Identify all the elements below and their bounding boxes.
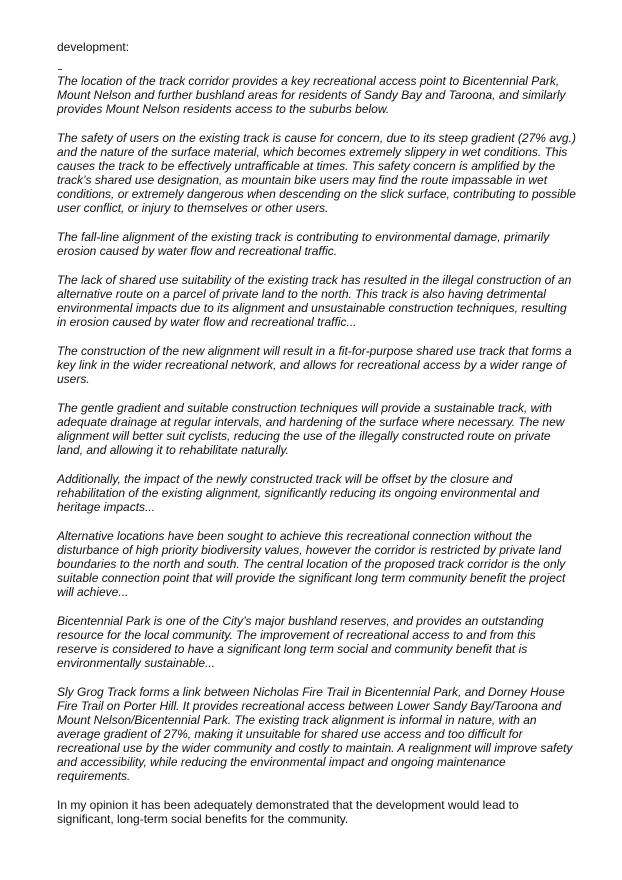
quote-paragraph: The construction of the new alignment will result in a fit-for-purpose shared use track that forms a key link in the wider recreational network, and allows for recreational access by a wider range of users.: [57, 344, 572, 386]
quoted-excerpt: [57, 74, 577, 783]
document-page: [57, 40, 577, 826]
quote-paragraph: The lack of shared use suitability of the existing track has resulted in the illegal construction of an alternative route on a parcel of private land to the north. This track is also having detrimental environmental impacts due to its alignment and unsustainable construction techniques, resulting in erosion caused by water flow and recreational traffic...: [57, 273, 572, 329]
quote-paragraph: Additionally, the impact of the newly constructed track will be offset by the closure and rehabilitation of the existing alignment, significantly reducing its ongoing environmental and heritage impacts...: [57, 472, 540, 514]
quote-paragraph: Sly Grog Track forms a link between Nicholas Fire Trail in Bicentennial Park, and Dorney House Fire Trail on Porter Hill. It provides recreational access between Lower Sandy Bay/Taroona and Mount Nelson/Bicentennial Park. The existing track alignment is informal in nature, with an average gradient of 27%, making it unsuitable for shared use access and too difficult for recreational use by the wider community and costly to maintain. A realignment will improve safety and accessibility, while reducing the environmental impact and ongoing maintenance requirements.: [57, 685, 573, 783]
closing-text: In my opinion it has been adequately demonstrated that the development would lead to significant, long-term social benefits for the community.: [57, 798, 519, 826]
quote-paragraph: The fall-line alignment of the existing track is contributing to environmental damage, primarily erosion caused by water flow and recreational traffic.: [57, 230, 550, 258]
quote-paragraph: The location of the track corridor provides a key recreational access point to Bicentennial Park, Mount Nelson and further bushland areas for residents of Sandy Bay and Taroona, and similarly provides Mount Nelson residents access to the suburbs below.: [57, 74, 566, 116]
separator-mark: [58, 69, 62, 70]
quote-paragraph: Bicentennial Park is one of the City’s major bushland reserves, and provides an outstanding resource for the local community. The improvement of recreational access to and from this reserve is considered to have a significant long term social and community benefit that is environmentally sustainable...: [57, 614, 544, 670]
intro-text: development:: [57, 40, 130, 54]
quote-paragraph: The gentle gradient and suitable construction techniques will provide a sustainable track, with adequate drainage at regular intervals, and hardening of the surface where necessary. The new alignment will better suit cyclists, reducing the use of the illegally constructed route on private land, and allowing it to rehabilitate naturally.: [57, 401, 565, 457]
quote-paragraph: Alternative locations have been sought to achieve this recreational connection without the disturbance of high priority biodiversity values, however the corridor is restricted by private land boundaries to the north and south. The central location of the proposed track corridor is the only suitable connection point that will provide the significant long term community benefit the project will achieve...: [57, 529, 566, 599]
quote-paragraph: The safety of users on the existing track is cause for concern, due to its steep gradient (27% avg.) and the nature of the surface material, which becomes extremely slippery in wet conditions. This causes the track to be effectively untrafficable at times. This safety concern is amplified by the track’s shared use designation, as mountain bike users may find the route impassable in wet conditions, or extremely dangerous when descending on the slick surface, contributing to possible user conflict, or injury to themselves or other users.: [57, 131, 576, 215]
